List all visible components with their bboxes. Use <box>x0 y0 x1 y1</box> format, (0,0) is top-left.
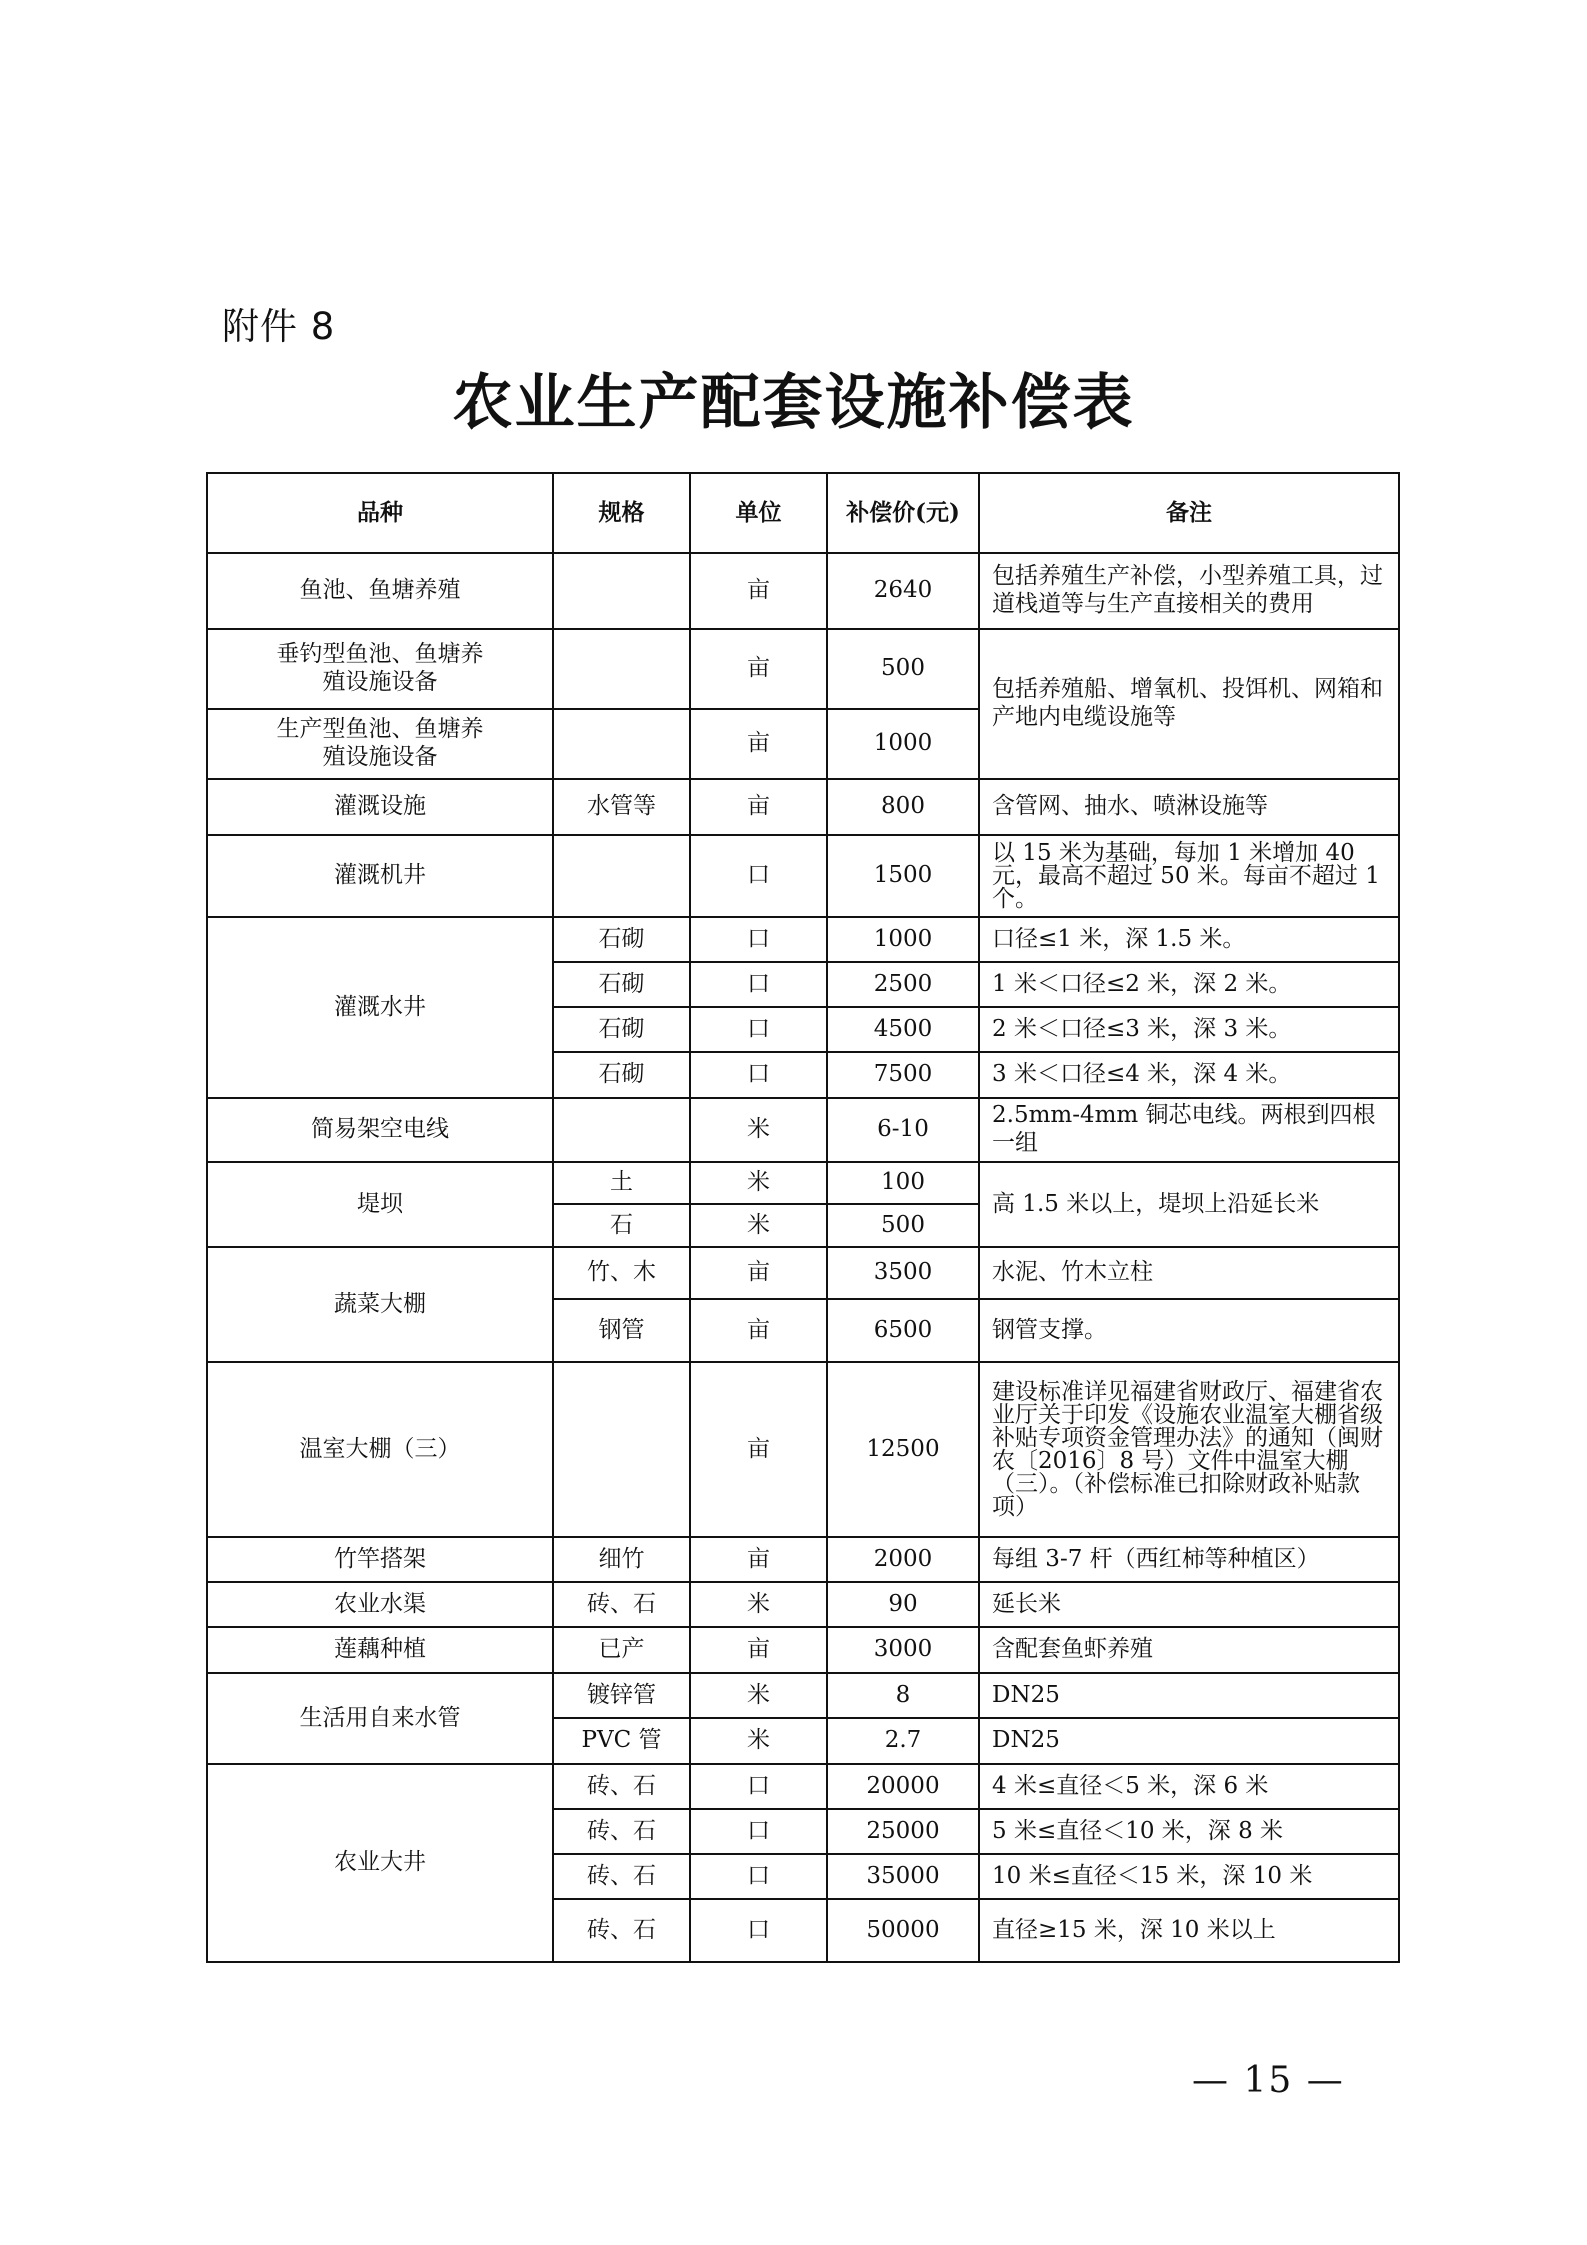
cell-spec <box>553 629 690 709</box>
cell-price: 12500 <box>827 1362 979 1537</box>
cell-unit: 口 <box>690 917 827 962</box>
page-number: — 15 — <box>1192 2060 1345 2101</box>
cell-unit: 米 <box>690 1673 827 1718</box>
cell-note: 延长米 <box>979 1582 1399 1627</box>
table-row <box>207 917 1399 962</box>
cell-unit: 亩 <box>690 1627 827 1673</box>
table-row <box>207 553 1399 629</box>
cell-note: 3 米＜口径≤4 米，深 4 米。 <box>979 1052 1399 1098</box>
cell-note: 含管网、抽水、喷淋设施等 <box>979 779 1399 835</box>
cell-spec: 细竹 <box>553 1537 690 1582</box>
cell-note: 包括养殖生产补偿，小型养殖工具，过道栈道等与生产直接相关的费用 <box>979 553 1399 629</box>
cell-unit: 亩 <box>690 553 827 629</box>
cell-price: 2500 <box>827 962 979 1007</box>
cell-spec: 土 <box>553 1162 690 1204</box>
cell-note: 钢管支撑。 <box>979 1299 1399 1362</box>
cell-spec <box>553 1362 690 1537</box>
cell-variety: 莲藕种植 <box>207 1627 553 1673</box>
cell-spec: 石 <box>553 1204 690 1247</box>
cell-spec: 镀锌管 <box>553 1673 690 1718</box>
cell-spec: 石砌 <box>553 1052 690 1098</box>
cell-unit: 亩 <box>690 1537 827 1582</box>
cell-note: 2.5mm-4mm 铜芯电线。两根到四根一组 <box>979 1098 1399 1162</box>
cell-spec <box>553 1098 690 1162</box>
cell-unit: 亩 <box>690 1362 827 1537</box>
cell-unit: 口 <box>690 962 827 1007</box>
cell-spec: 砖、石 <box>553 1854 690 1899</box>
table-row <box>207 779 1399 835</box>
cell-variety: 简易架空电线 <box>207 1098 553 1162</box>
header-price: 补偿价(元) <box>827 473 979 553</box>
header-spec: 规格 <box>553 473 690 553</box>
cell-note: 水泥、竹木立柱 <box>979 1247 1399 1299</box>
cell-price: 2640 <box>827 553 979 629</box>
cell-variety: 堤坝 <box>207 1162 553 1247</box>
cell-spec <box>553 709 690 779</box>
cell-spec: 砖、石 <box>553 1582 690 1627</box>
cell-note: 直径≥15 米，深 10 米以上 <box>979 1899 1399 1962</box>
cell-note: 5 米≤直径＜10 米，深 8 米 <box>979 1809 1399 1854</box>
table-row <box>207 1537 1399 1582</box>
cell-note: DN25 <box>979 1673 1399 1718</box>
cell-note: DN25 <box>979 1718 1399 1764</box>
cell-spec: 石砌 <box>553 917 690 962</box>
table-row <box>207 1764 1399 1809</box>
cell-variety: 农业水渠 <box>207 1582 553 1627</box>
cell-unit: 口 <box>690 1899 827 1962</box>
cell-price: 1000 <box>827 709 979 779</box>
cell-variety: 蔬菜大棚 <box>207 1247 553 1362</box>
table-row <box>207 1362 1399 1537</box>
cell-price: 35000 <box>827 1854 979 1899</box>
cell-spec: 水管等 <box>553 779 690 835</box>
cell-unit: 亩 <box>690 629 827 709</box>
cell-price: 20000 <box>827 1764 979 1809</box>
cell-note: 10 米≤直径＜15 米，深 10 米 <box>979 1854 1399 1899</box>
cell-unit: 口 <box>690 1052 827 1098</box>
table-row <box>207 1247 1399 1299</box>
cell-unit: 口 <box>690 1854 827 1899</box>
cell-unit: 口 <box>690 1007 827 1052</box>
cell-unit: 米 <box>690 1204 827 1247</box>
cell-note: 包括养殖船、增氧机、投饵机、网箱和产地内电缆设施等 <box>979 629 1399 779</box>
cell-variety: 温室大棚（三） <box>207 1362 553 1537</box>
header-variety: 品种 <box>207 473 553 553</box>
cell-price: 500 <box>827 1204 979 1247</box>
cell-unit: 米 <box>690 1582 827 1627</box>
cell-price: 1000 <box>827 917 979 962</box>
cell-note: 含配套鱼虾养殖 <box>979 1627 1399 1673</box>
cell-spec: 钢管 <box>553 1299 690 1362</box>
cell-unit: 口 <box>690 1809 827 1854</box>
cell-spec <box>553 553 690 629</box>
cell-spec <box>553 835 690 917</box>
cell-note: 建设标准详见福建省财政厅、福建省农业厅关于印发《设施农业温室大棚省级补贴专项资金管理办法》的通知（闽财农〔2016〕8 号）文件中温室大棚（三）。（补偿标准已扣除财政补贴款项） <box>979 1362 1399 1537</box>
cell-price: 500 <box>827 629 979 709</box>
table-row <box>207 1627 1399 1673</box>
table-header-row <box>207 473 1399 553</box>
cell-variety: 竹竿搭架 <box>207 1537 553 1582</box>
cell-price: 3500 <box>827 1247 979 1299</box>
cell-spec: 石砌 <box>553 962 690 1007</box>
cell-price: 6-10 <box>827 1098 979 1162</box>
table-row <box>207 1582 1399 1627</box>
cell-spec: 砖、石 <box>553 1809 690 1854</box>
cell-unit: 亩 <box>690 779 827 835</box>
cell-spec: 石砌 <box>553 1007 690 1052</box>
table-row <box>207 629 1399 709</box>
page-title: 农业生产配套设施补偿表 <box>452 368 1135 438</box>
cell-note: 2 米＜口径≤3 米，深 3 米。 <box>979 1007 1399 1052</box>
table-row <box>207 835 1399 917</box>
cell-price: 8 <box>827 1673 979 1718</box>
cell-price: 800 <box>827 779 979 835</box>
cell-variety: 灌溉水井 <box>207 917 553 1098</box>
cell-variety: 鱼池、鱼塘养殖 <box>207 553 553 629</box>
cell-price: 3000 <box>827 1627 979 1673</box>
cell-note: 口径≤1 米，深 1.5 米。 <box>979 917 1399 962</box>
table-row <box>207 1162 1399 1204</box>
cell-variety: 灌溉设施 <box>207 779 553 835</box>
cell-spec: 已产 <box>553 1627 690 1673</box>
cell-unit: 亩 <box>690 709 827 779</box>
cell-unit: 口 <box>690 1764 827 1809</box>
cell-price: 90 <box>827 1582 979 1627</box>
cell-variety: 农业大井 <box>207 1764 553 1962</box>
cell-variety: 灌溉机井 <box>207 835 553 917</box>
cell-price: 7500 <box>827 1052 979 1098</box>
compensation-table <box>206 472 1400 1963</box>
cell-spec: 砖、石 <box>553 1764 690 1809</box>
cell-note: 4 米≤直径＜5 米，深 6 米 <box>979 1764 1399 1809</box>
cell-unit: 亩 <box>690 1299 827 1362</box>
cell-price: 4500 <box>827 1007 979 1052</box>
cell-note: 1 米＜口径≤2 米，深 2 米。 <box>979 962 1399 1007</box>
cell-spec: PVC 管 <box>553 1718 690 1764</box>
attachment-label: 附件 8 <box>222 305 336 348</box>
table-row <box>207 1098 1399 1162</box>
cell-variety: 生活用自来水管 <box>207 1673 553 1764</box>
table-row <box>207 1673 1399 1718</box>
cell-price: 100 <box>827 1162 979 1204</box>
cell-note: 以 15 米为基础，每加 1 米增加 40 元，最高不超过 50 米。每亩不超过 1 个。 <box>979 835 1399 917</box>
header-note: 备注 <box>979 473 1399 553</box>
cell-price: 2000 <box>827 1537 979 1582</box>
cell-spec: 竹、木 <box>553 1247 690 1299</box>
cell-price: 25000 <box>827 1809 979 1854</box>
cell-price: 6500 <box>827 1299 979 1362</box>
cell-spec: 砖、石 <box>553 1899 690 1962</box>
header-unit: 单位 <box>690 473 827 553</box>
cell-unit: 米 <box>690 1098 827 1162</box>
cell-unit: 口 <box>690 835 827 917</box>
cell-unit: 米 <box>690 1162 827 1204</box>
cell-unit: 亩 <box>690 1247 827 1299</box>
cell-variety: 生产型鱼池、鱼塘养殖设施设备 <box>207 709 553 779</box>
cell-price: 2.7 <box>827 1718 979 1764</box>
cell-variety: 垂钓型鱼池、鱼塘养殖设施设备 <box>207 629 553 709</box>
cell-unit: 米 <box>690 1718 827 1764</box>
cell-note: 每组 3-7 杆（西红柿等种植区） <box>979 1537 1399 1582</box>
cell-price: 50000 <box>827 1899 979 1962</box>
cell-note: 高 1.5 米以上，堤坝上沿延长米 <box>979 1162 1399 1247</box>
cell-price: 1500 <box>827 835 979 917</box>
